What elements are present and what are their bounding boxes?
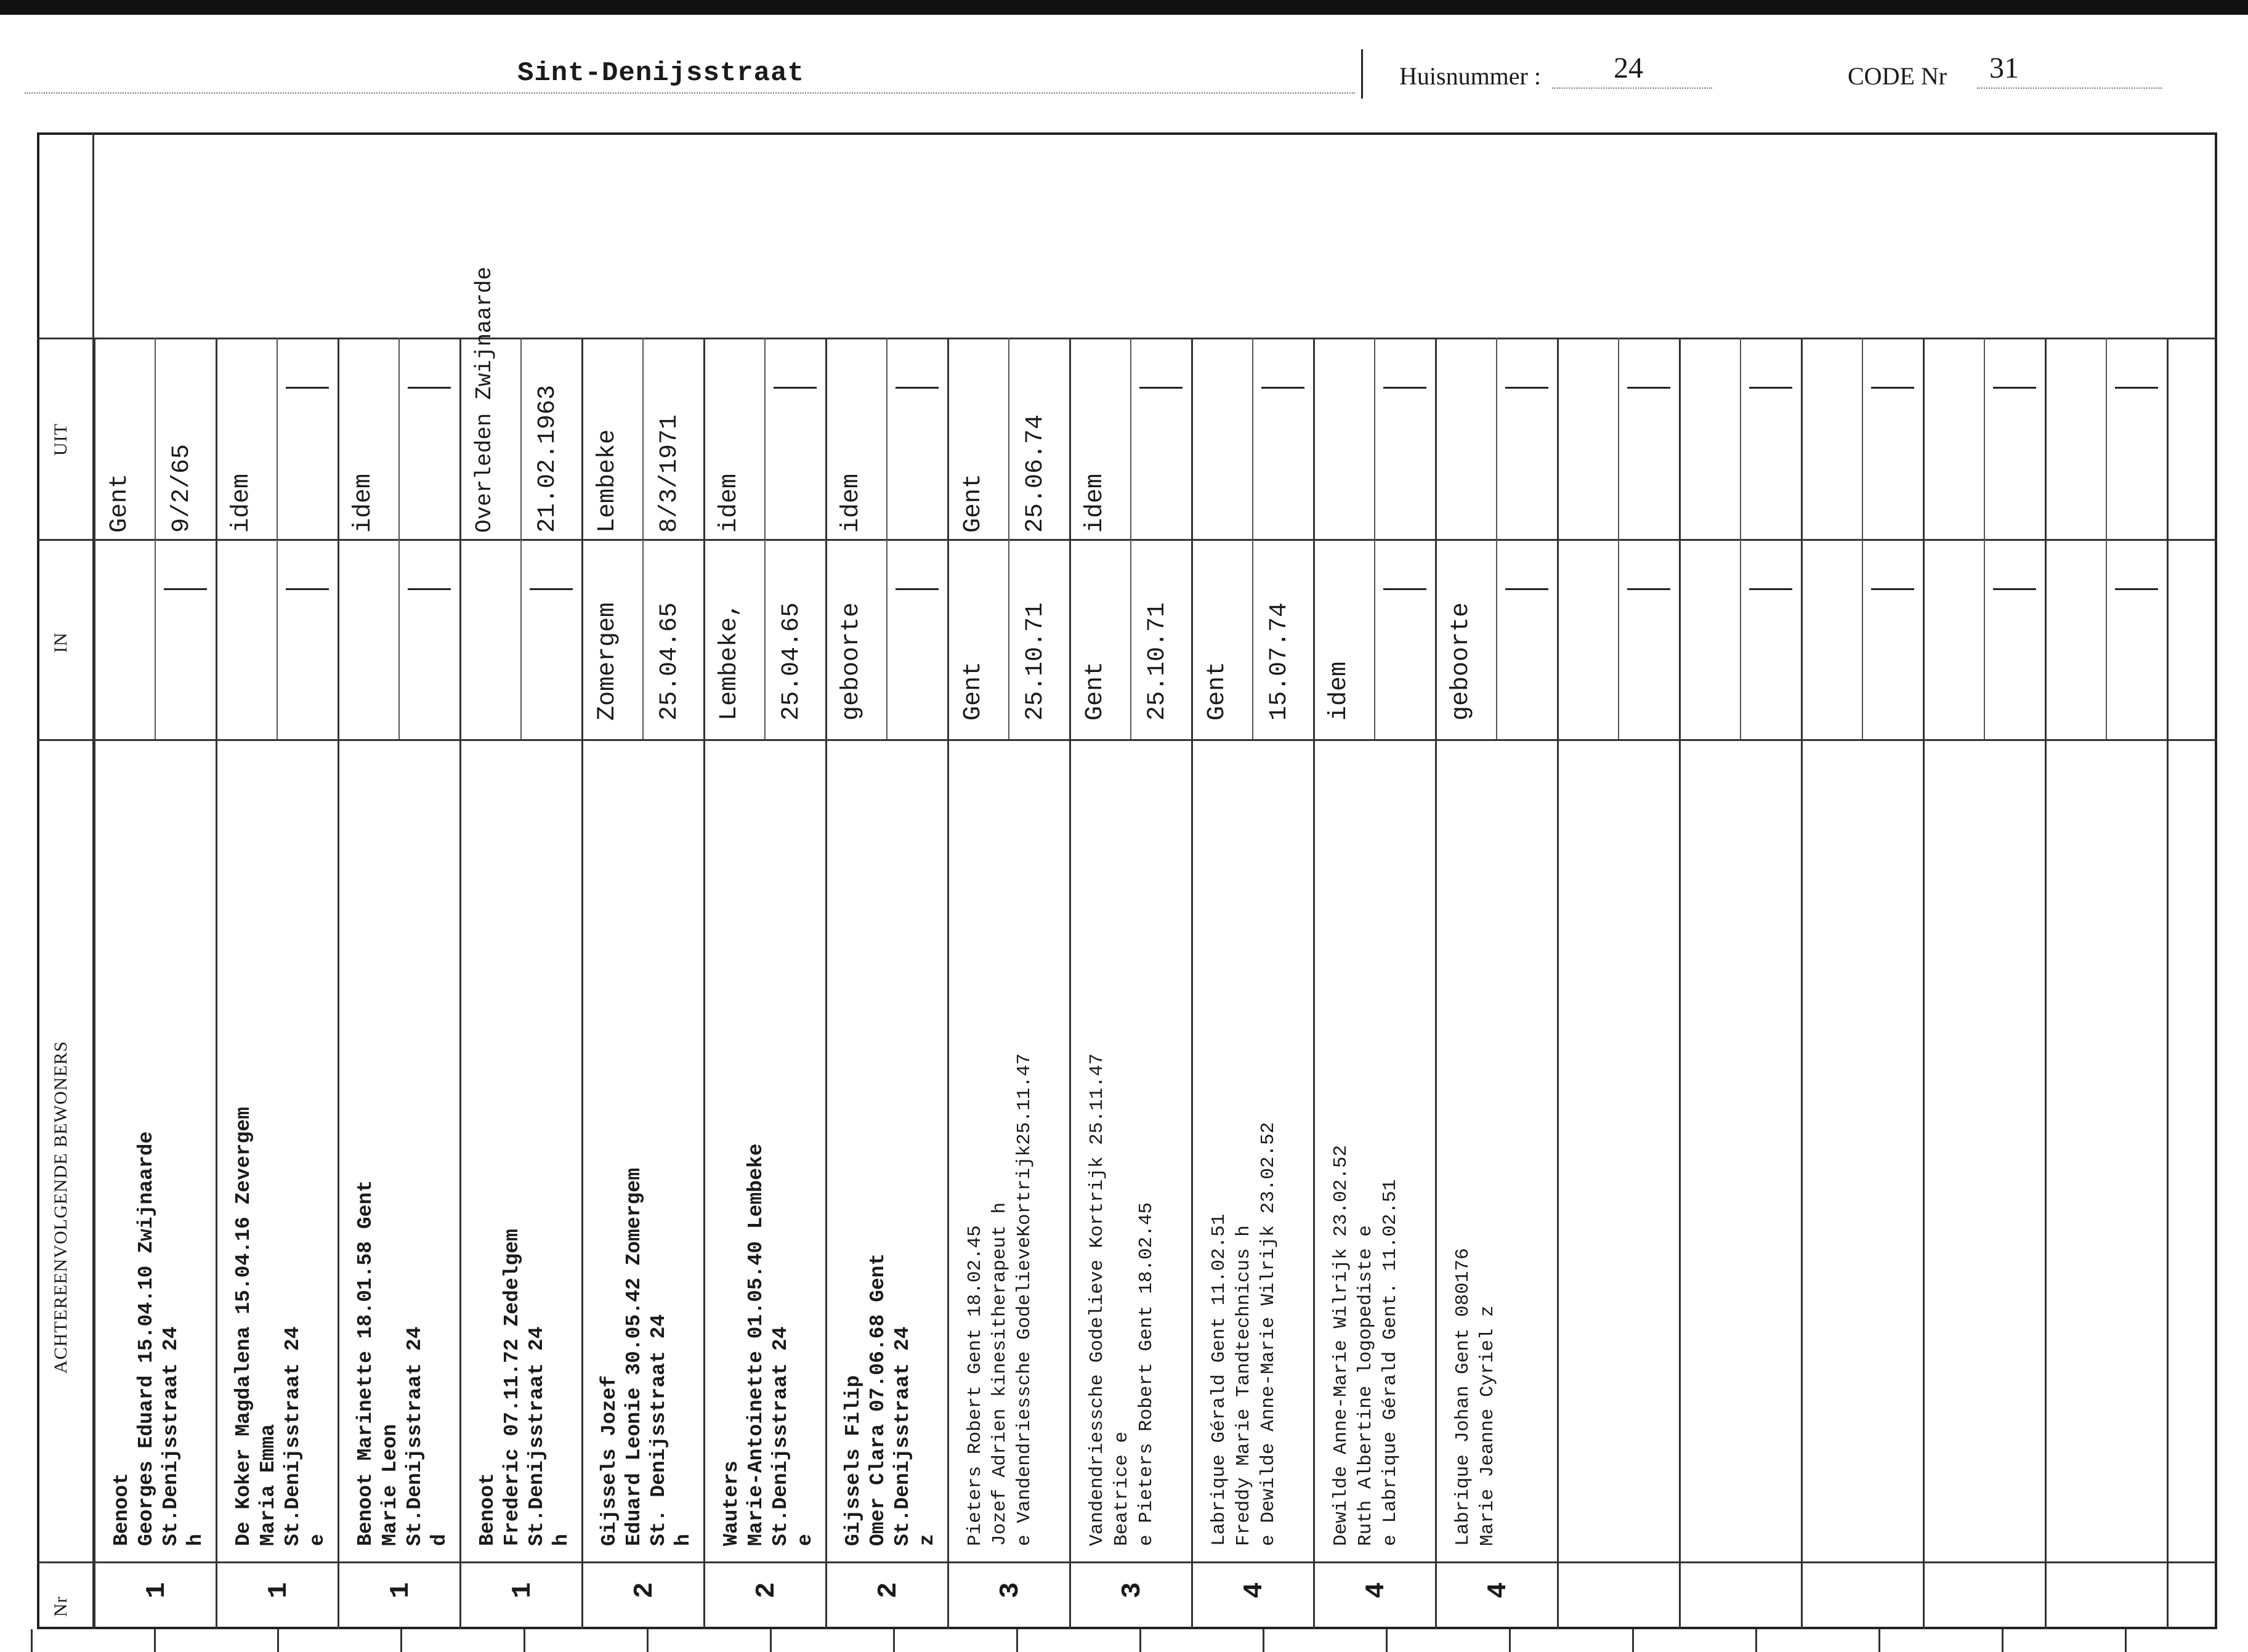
out-date: 25.06.74: [1022, 414, 1049, 533]
empty-dash: [1871, 588, 1914, 590]
half-divider: [1252, 338, 1253, 739]
column-divider: [1801, 338, 1803, 1629]
resident-line: Pieters Robert Gent 18.02.45: [964, 1225, 986, 1546]
in-place: Gent: [1082, 661, 1109, 721]
empty-dash: [2115, 588, 2158, 590]
half-divider: [1374, 338, 1375, 739]
empty-dash: [286, 588, 329, 590]
half-divider: [398, 338, 400, 739]
in-place: idem: [1325, 661, 1353, 721]
resident-line: Jozef Adrien kinesitherapeut h: [989, 1202, 1011, 1546]
resident-line: Gijssels Jozef: [598, 1375, 621, 1546]
resident-details: [597, 1168, 696, 1546]
column-divider: [338, 338, 339, 1629]
resident-details: [110, 1132, 208, 1546]
resident-line: Freddy Marie Tandtechnicus h: [1233, 1225, 1255, 1546]
resident-details: [963, 1053, 1037, 1546]
out-place: idem: [716, 473, 743, 533]
column-divider: [94, 338, 95, 1629]
out-place: idem: [838, 473, 865, 533]
entry-nr: 1: [507, 1582, 538, 1598]
column-divider: [216, 338, 217, 1629]
half-divider: [520, 338, 522, 739]
in-date: 15.07.74: [1266, 602, 1293, 721]
tick-mark: [1755, 1629, 1757, 1652]
resident-line: St. Denijsstraat 24: [647, 1314, 670, 1546]
resident-line: Maria Emma: [257, 1423, 280, 1546]
resident-line: z: [916, 1534, 939, 1546]
empty-dash: [1505, 588, 1548, 590]
in-place: Gent: [1203, 661, 1231, 721]
column-divider: [703, 338, 705, 1629]
resident-line: Marie Leon: [379, 1423, 402, 1546]
tick-mark: [1632, 1629, 1634, 1652]
in-place: geboorte: [838, 602, 865, 721]
half-divider: [886, 338, 887, 739]
tick-mark: [1386, 1629, 1388, 1652]
tick-mark: [524, 1629, 525, 1652]
resident-details: [841, 1253, 940, 1546]
empty-dash: [164, 588, 207, 590]
out-place: Overleden Zwijnaarde: [472, 266, 497, 533]
in-place: Zomergem: [594, 602, 621, 721]
half-divider: [642, 338, 644, 739]
resident-details: [354, 1180, 452, 1546]
code-value: 31: [1989, 52, 2019, 84]
section-line: [37, 739, 2217, 741]
tick-mark: [1139, 1629, 1141, 1652]
resident-line: Eduard Leonie 30.05.42 Zomergem: [623, 1168, 645, 1546]
house-number-label: Huisnummer :: [1399, 62, 1541, 90]
empty-dash: [896, 387, 939, 389]
resident-line: h: [672, 1534, 695, 1546]
half-divider: [1008, 338, 1009, 739]
half-divider: [155, 338, 156, 739]
entry-nr: 1: [264, 1582, 294, 1598]
resident-line: e Vandendriessche GodelieveKortrijk25.11.47: [1014, 1053, 1035, 1546]
tick-mark: [2002, 1629, 2003, 1652]
out-place: Gent: [960, 473, 987, 533]
resident-line: Gijssels Filip: [842, 1375, 865, 1546]
tick-mark: [154, 1629, 156, 1652]
half-divider: [1496, 338, 1497, 739]
empty-dash: [1993, 588, 2036, 590]
resident-line: St.Denijsstraat 24: [281, 1326, 304, 1546]
empty-dash: [286, 387, 329, 389]
tick-mark: [893, 1629, 895, 1652]
section-line: [37, 539, 2217, 541]
out-place: idem: [350, 473, 378, 533]
in-place: Lembeke,: [716, 602, 743, 721]
empty-dash: [1383, 387, 1426, 389]
resident-line: e: [306, 1534, 329, 1546]
entry-nr: 4: [1239, 1582, 1270, 1598]
entry-nr: 4: [1483, 1582, 1514, 1598]
column-divider: [1069, 338, 1071, 1629]
empty-dash: [1261, 387, 1304, 389]
header-divider: [1361, 49, 1363, 99]
resident-line: Labrique Gérald Gent 11.02.51: [1208, 1213, 1230, 1546]
resident-line: De Koker Magdalena 15.04.16 Zevergem: [232, 1107, 255, 1546]
col-header-out: UIT: [51, 423, 71, 456]
out-date: 9/2/65: [168, 443, 196, 533]
resident-line: e Pieters Robert Gent 18.02.45: [1136, 1202, 1157, 1546]
resident-line: Labrique Johan Gent 080176: [1452, 1248, 1474, 1546]
tick-mark: [400, 1629, 402, 1652]
half-divider: [1130, 338, 1131, 739]
out-place: idem: [1082, 473, 1109, 533]
column-divider: [2045, 338, 2047, 1629]
out-place: idem: [228, 473, 256, 533]
resident-line: Wauters: [720, 1460, 743, 1546]
half-divider: [764, 338, 766, 739]
entry-nr: 2: [629, 1582, 660, 1598]
resident-line: Vandendriessche Godelieve Kortrijk 25.11.47: [1086, 1053, 1108, 1546]
empty-dash: [1627, 588, 1670, 590]
resident-line: St.Denijsstraat 24: [891, 1326, 914, 1546]
street-field: [25, 43, 1355, 94]
column-divider: [2167, 338, 2169, 1629]
col-header-in: IN: [51, 632, 71, 653]
house-number-value: 24: [1614, 52, 1643, 84]
resident-details: [1329, 1145, 1403, 1546]
column-divider: [947, 338, 949, 1629]
out-place: Gent: [106, 473, 134, 533]
column-divider: [1313, 338, 1315, 1629]
resident-line: Benoot: [110, 1473, 133, 1546]
entry-nr: 2: [873, 1582, 904, 1598]
resident-line: Beatrice e: [1111, 1431, 1133, 1546]
column-divider: [459, 338, 461, 1629]
half-divider: [1618, 338, 1619, 739]
street-name: Sint-Denijsstraat: [517, 58, 804, 89]
empty-dash: [2115, 387, 2158, 389]
tick-mark: [31, 1629, 33, 1652]
column-divider: [1557, 338, 1559, 1629]
out-date: 8/3/1971: [656, 414, 684, 533]
tick-mark: [2125, 1629, 2127, 1652]
resident-details: [719, 1143, 818, 1546]
empty-dash: [408, 387, 451, 389]
entry-nr: 3: [995, 1582, 1026, 1598]
tick-mark: [1509, 1629, 1511, 1652]
resident-line: St.Denijsstraat 24: [403, 1326, 426, 1546]
resident-line: Frederic 07.11.72 Zedelgem: [501, 1229, 524, 1546]
resident-line: h: [550, 1534, 573, 1546]
resident-line: h: [184, 1534, 207, 1546]
column-divider: [1191, 338, 1193, 1629]
empty-dash: [408, 588, 451, 590]
resident-details: [475, 1229, 574, 1546]
column-divider: [1923, 338, 1925, 1629]
tick-mark: [770, 1629, 772, 1652]
tick-mark: [1878, 1629, 1880, 1652]
column-divider: [581, 338, 583, 1629]
resident-line: St.Denijsstraat 24: [525, 1326, 548, 1546]
section-line: [37, 1561, 2217, 1563]
tick-mark: [277, 1629, 279, 1652]
column-divider: [825, 338, 827, 1629]
resident-line: Benoot: [476, 1473, 499, 1546]
empty-dash: [1749, 588, 1792, 590]
resident-line: Georges Eduard 15.04.10 Zwijnaarde: [135, 1131, 158, 1546]
out-place: Lembeke: [594, 429, 621, 533]
empty-dash: [1505, 387, 1548, 389]
column-divider: [1435, 338, 1437, 1629]
entry-nr: 3: [1117, 1582, 1148, 1598]
resident-line: Marie Jeanne Cyriel z: [1477, 1305, 1498, 1546]
tick-mark: [1263, 1629, 1264, 1652]
resident-details: [1207, 1122, 1281, 1546]
in-date: 25.10.71: [1022, 602, 1049, 721]
resident-line: St.Denijsstraat 24: [160, 1326, 182, 1546]
resident-line: Dewilde Anne-Marie Wilrijk 23.02.52: [1330, 1144, 1352, 1546]
resident-details: [232, 1107, 330, 1546]
resident-details: [1085, 1053, 1159, 1546]
empty-dash: [896, 588, 939, 590]
resident-line: d: [428, 1534, 451, 1546]
half-divider: [277, 338, 278, 739]
resident-line: Ruth Albertine logopediste e: [1355, 1225, 1377, 1546]
in-date: 25.04.65: [656, 602, 684, 721]
code-label: CODE Nr: [1848, 62, 1947, 90]
tick-mark: [1016, 1629, 1018, 1652]
resident-line: e Dewilde Anne-Marie Wilrijk 23.02.52: [1258, 1122, 1279, 1546]
in-place: geboorte: [1447, 602, 1475, 721]
house-number-field: [1552, 51, 1712, 89]
empty-dash: [1383, 588, 1426, 590]
top-border: [0, 0, 2248, 15]
empty-dash: [1993, 387, 2036, 389]
in-place: Gent: [960, 661, 987, 721]
half-divider: [1740, 338, 1741, 739]
empty-dash: [1139, 387, 1183, 389]
resident-line: Omer Clara 07.06.68 Gent: [867, 1253, 889, 1546]
resident-line: Marie-Antoinette 01.05.40 Lembeke: [745, 1143, 767, 1546]
column-divider: [1679, 338, 1681, 1629]
entry-nr: 1: [386, 1582, 416, 1598]
col-header-nr: Nr: [51, 1596, 71, 1617]
empty-dash: [1871, 387, 1914, 389]
half-divider: [1984, 338, 1985, 739]
entry-nr: 2: [751, 1582, 782, 1598]
section-line: [37, 338, 2217, 339]
entry-nr: 4: [1361, 1582, 1392, 1598]
entry-nr: 1: [142, 1582, 172, 1598]
half-divider: [1862, 338, 1863, 739]
empty-dash: [530, 588, 573, 590]
resident-line: Benoot Marinette 18.01.58 Gent: [354, 1180, 377, 1546]
code-field: [1977, 51, 2162, 89]
empty-dash: [1627, 387, 1670, 389]
resident-line: St.Denijsstraat 24: [769, 1326, 792, 1546]
half-divider: [2106, 338, 2107, 739]
out-date: 21.02.1963: [534, 384, 562, 533]
empty-dash: [774, 387, 817, 389]
in-date: 25.04.65: [778, 602, 806, 721]
empty-dash: [1749, 387, 1792, 389]
resident-line: e: [794, 1534, 817, 1546]
resident-details: [1451, 1248, 1500, 1546]
resident-line: e Labrique Gérald Gent. 11.02.51: [1380, 1179, 1401, 1546]
tick-mark: [647, 1629, 649, 1652]
col-header-residents: ACHTEREENVOLGENDE BEWONERS: [51, 1040, 71, 1374]
in-date: 25.10.71: [1144, 602, 1171, 721]
